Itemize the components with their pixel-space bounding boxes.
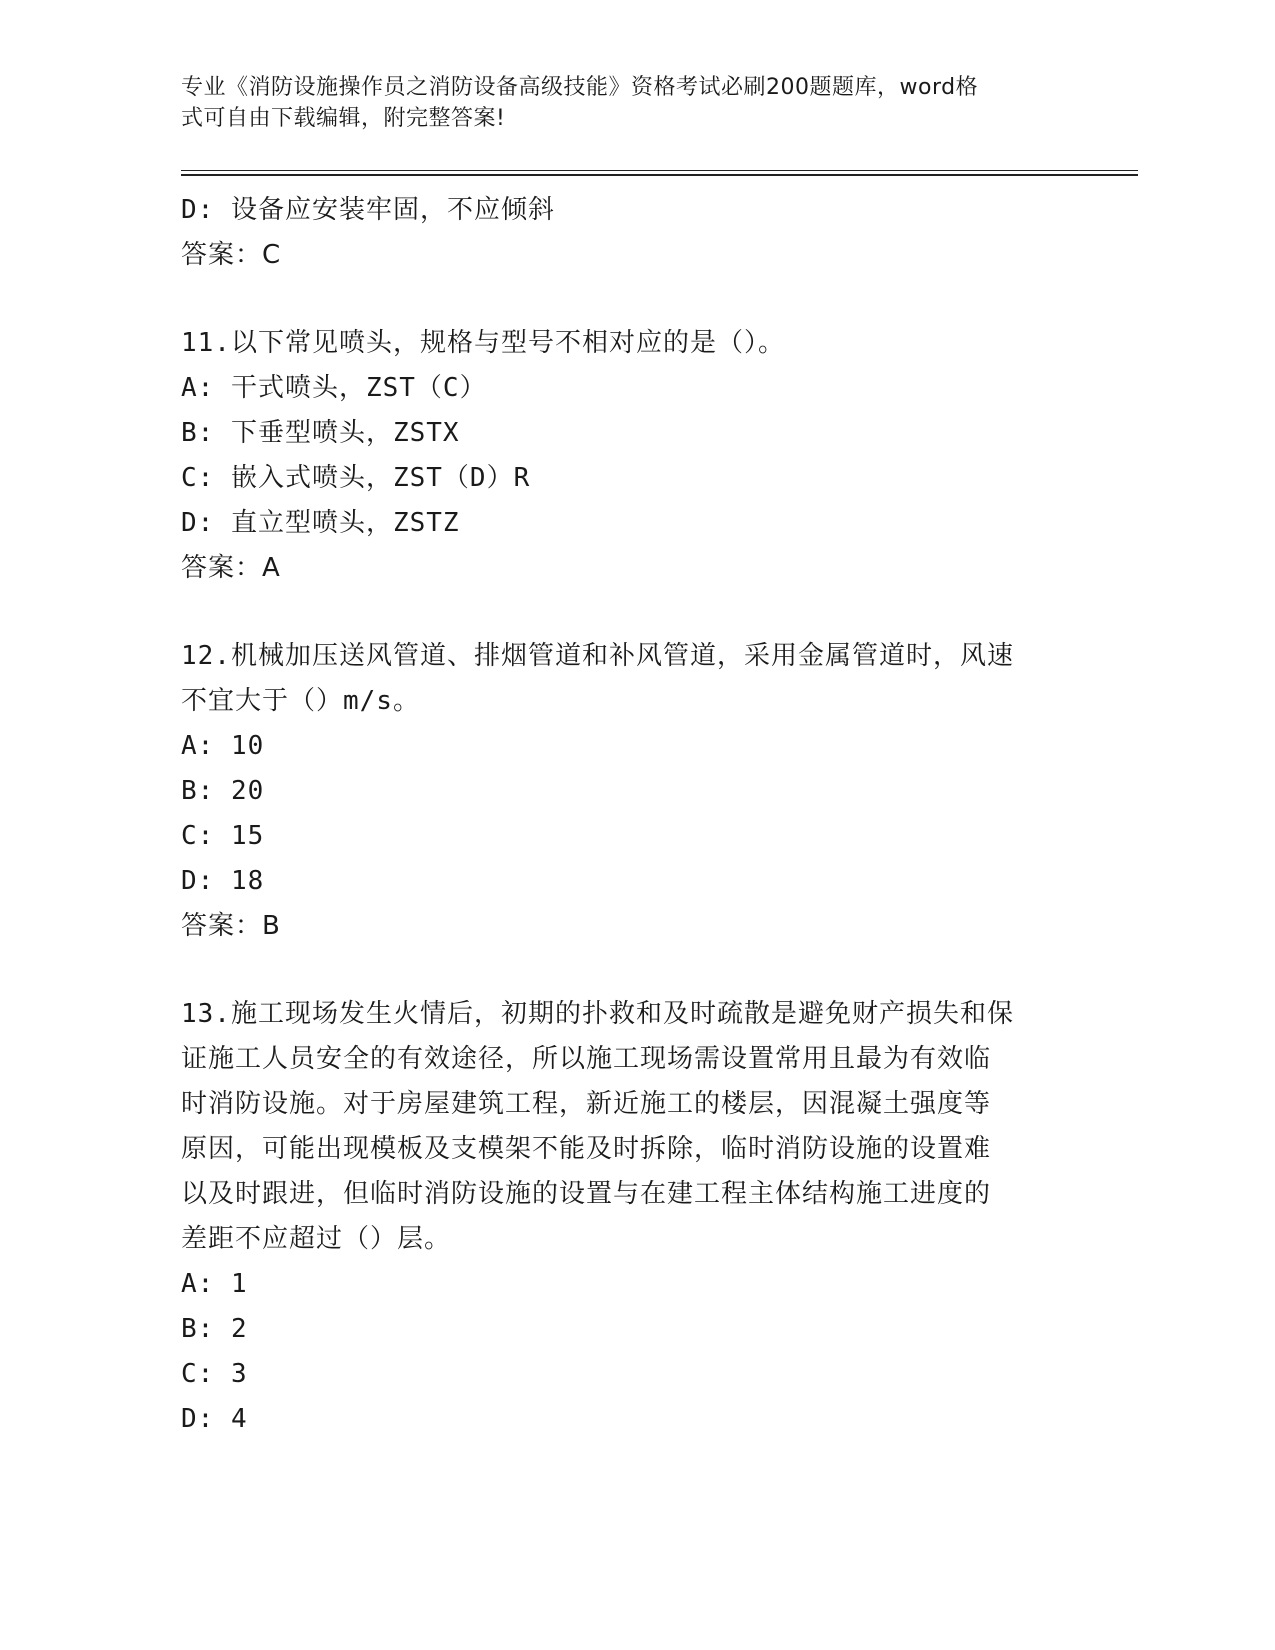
spacer	[181, 949, 1081, 992]
q13-question-line-2: 证施工人员安全的有效途径，所以施工现场需设置常用且最为有效临	[181, 1044, 992, 1074]
question-12-block	[181, 634, 1081, 949]
q11-option-d: D: 直立型喷头，ZSTZ	[181, 508, 460, 538]
q13-question-line-3: 时消防设施。对于房屋建筑工程，新近施工的楼层，因混凝土强度等	[181, 1089, 992, 1119]
header-line-2: 式可自由下载编辑，附完整答案!	[181, 106, 506, 131]
q12-question-line-1: 12.机械加压送风管道、排烟管道和补风管道，采用金属管道时，风速	[181, 641, 1014, 671]
question-13-block	[181, 992, 1081, 1442]
q11-option-a: A: 干式喷头，ZST（C）	[181, 373, 487, 403]
question-content	[181, 188, 1081, 1442]
q12-question-line-2: 不宜大于（）m/s。	[181, 686, 420, 716]
q13-question-line-5: 以及时跟进，但临时消防设施的设置与在建工程主体结构施工进度的	[181, 1179, 992, 1209]
q13-option-c: C: 3	[181, 1359, 248, 1389]
header-line-1: 专业《消防设施操作员之消防设备高级技能》资格考试必刷200题题库，word格	[181, 75, 979, 100]
q13-option-d: D: 4	[181, 1404, 248, 1434]
spacer	[181, 591, 1081, 634]
q11-question: 11.以下常见喷头，规格与型号不相对应的是（）。	[181, 328, 785, 358]
q11-option-c: C: 嵌入式喷头，ZST（D）R	[181, 463, 531, 493]
q10-answer: 答案：C	[181, 240, 282, 270]
document-header	[181, 72, 1061, 134]
q13-question-line-6: 差距不应超过（）层。	[181, 1224, 452, 1254]
q12-option-b: B: 20	[181, 776, 265, 806]
q12-option-a: A: 10	[181, 731, 265, 761]
q13-question-line-4: 原因，可能出现模板及支模架不能及时拆除，临时消防设施的设置难	[181, 1134, 992, 1164]
question-11-block	[181, 321, 1081, 591]
q12-option-c: C: 15	[181, 821, 265, 851]
question-10-block	[181, 188, 1081, 278]
q12-option-d: D: 18	[181, 866, 265, 896]
q10-option-d: D: 设备应安装牢固，不应倾斜	[181, 195, 555, 225]
q11-option-b: B: 下垂型喷头，ZSTX	[181, 418, 460, 448]
q12-answer: 答案：B	[181, 911, 281, 941]
spacer	[181, 278, 1081, 321]
q11-answer: 答案：A	[181, 553, 281, 583]
header-divider-thin	[181, 170, 1138, 171]
q13-option-b: B: 2	[181, 1314, 248, 1344]
header-divider-thick	[181, 174, 1138, 176]
q13-option-a: A: 1	[181, 1269, 248, 1299]
q13-question-line-1: 13.施工现场发生火情后，初期的扑救和及时疏散是避免财产损失和保	[181, 999, 1014, 1029]
